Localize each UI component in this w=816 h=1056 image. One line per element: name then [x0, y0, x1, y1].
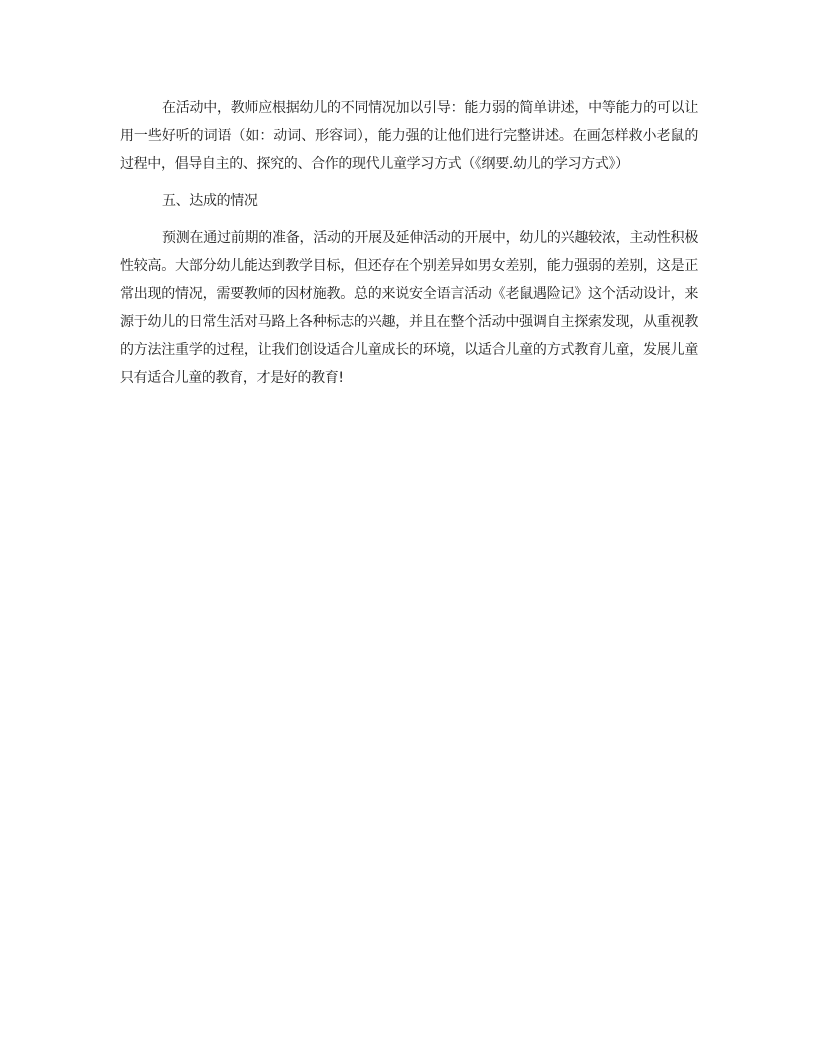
section-heading-outcome: 五、达成的情况: [162, 193, 258, 209]
paragraph-spacer: [120, 178, 698, 187]
paragraph-outcome: 预测在通过前期的准备，活动的开展及延伸活动的开展中，幼儿的兴趣较浓，主动性积极性较高。大部分幼儿能达到教学目标，但还存在个别差异如男女差别，能力强弱的差别，这是正常出现的情况，需要教师的因材施教。总的来说安全语言活动《老鼠遇险记》这个活动设计，来源于幼儿的日常生活对马路上各种标志的兴趣，并且在整个活动中强调自主探索发现，从重视教的方法注重学的过程，让我们创设适合儿童成长的环境，以适合儿童的方式教育儿童，发展儿童只有适合儿童的教育，才是好的教育!: [120, 230, 698, 386]
document-body: [120, 94, 698, 392]
paragraph-spacer: [120, 215, 698, 224]
paragraph-guidance: 在活动中，教师应根据幼儿的不同情况加以引导：能力弱的简单讲述，中等能力的可以让用一些好听的词语（如：动词、形容词），能力强的让他们进行完整讲述。在画怎样救小老鼠的过程中，倡导自主的、探究的、合作的现代儿童学习方式（《纲要.幼儿的学习方式》）: [120, 100, 698, 172]
